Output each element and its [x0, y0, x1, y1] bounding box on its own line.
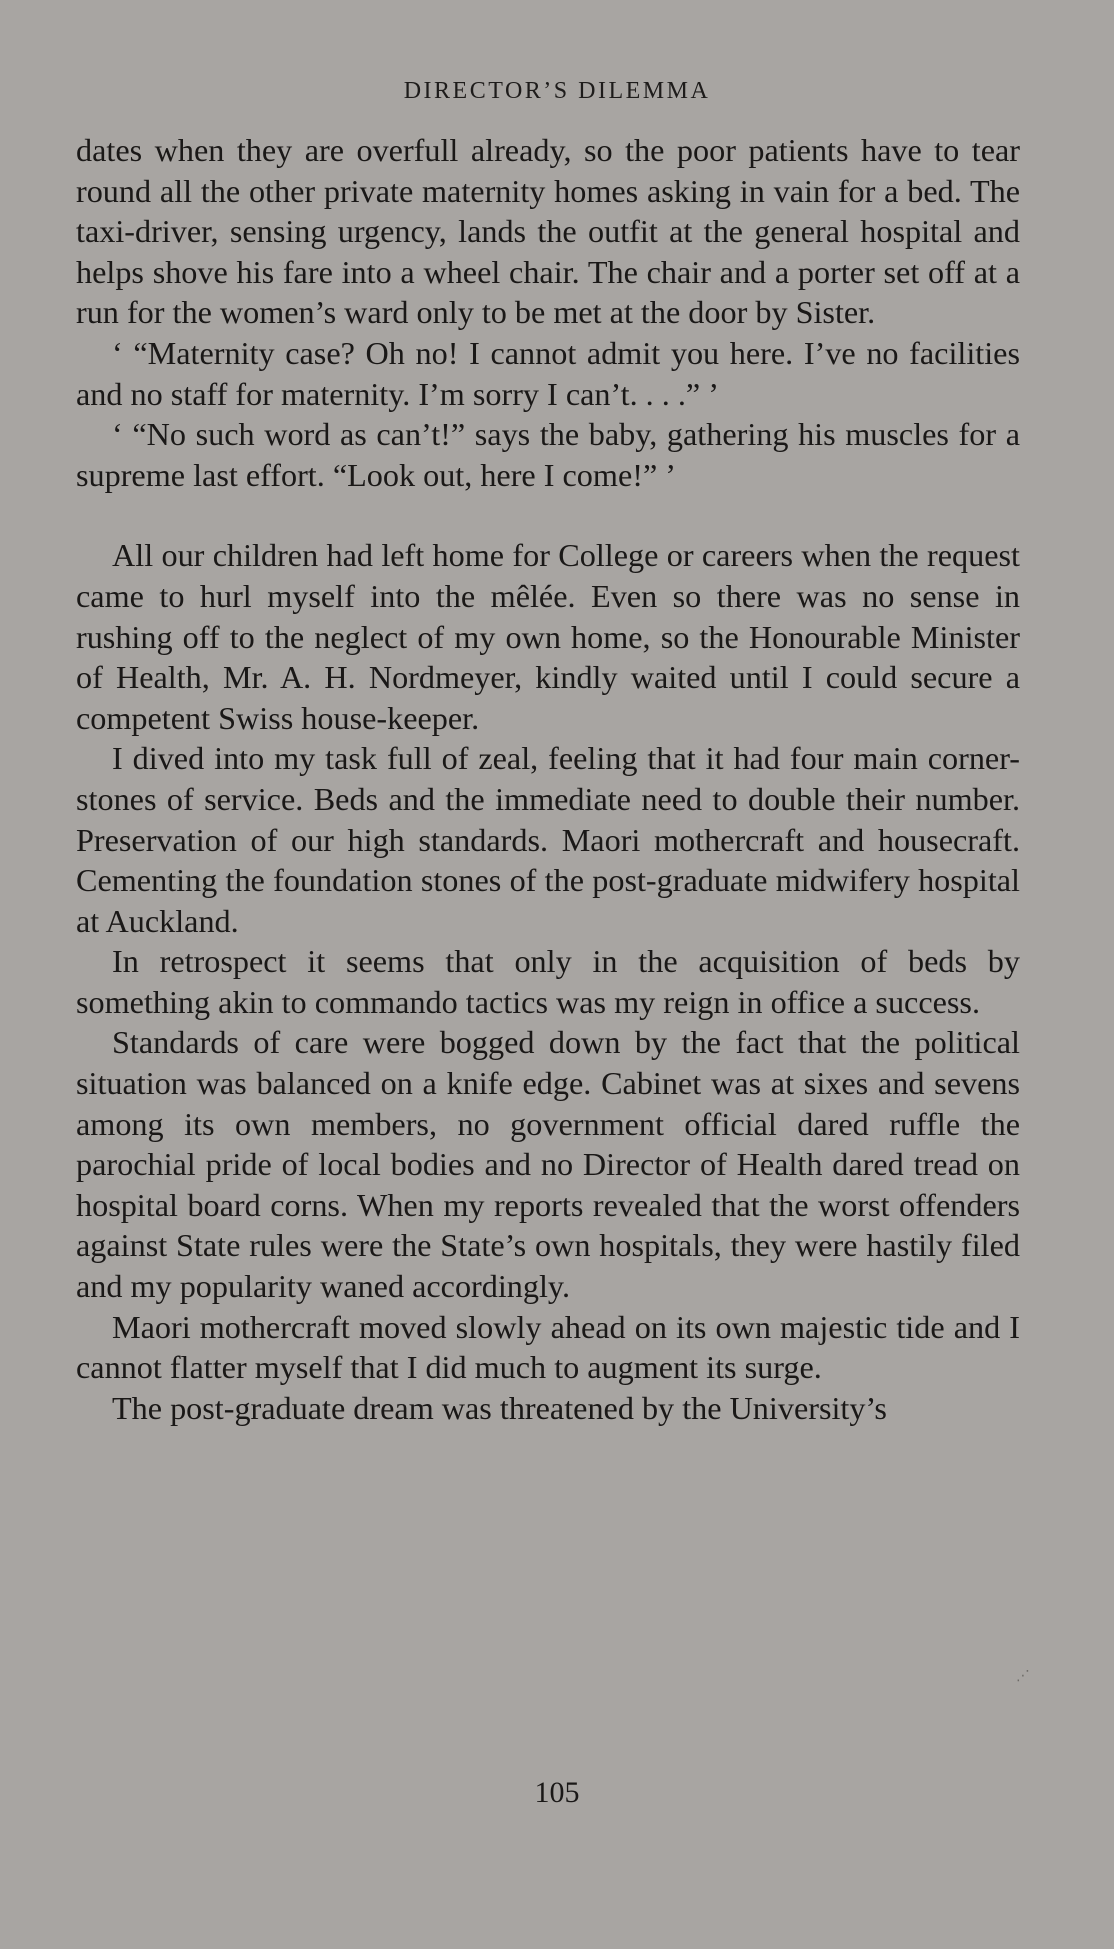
page-number: 105 — [534, 1776, 580, 1809]
paragraph-children-left-home: All our children had left home for College or careers when the request came to hurl myself into the mêlée. Even so there was no sense in rushing off to the neglect of my own home, so the Honourable Minister of Health, Mr. A. H. Nordmeyer, kindly waited until I could secure a competent Swiss house-keeper. — [76, 537, 1020, 736]
paragraph-baby-quote: ‘ “No such word as can’t!” says the baby, gathering his muscles for a supreme last effort. “Look out, here I come!” ’ — [76, 416, 1020, 493]
paragraph-post-graduate-dream: The post-graduate dream was threatened by the University’s — [112, 1389, 887, 1426]
paper-speck: ⋰ — [1016, 1668, 1030, 1684]
paragraph-maori-mothercraft: Maori mothercraft moved slowly ahead on its own majestic tide and I cannot flatter myself that I did much to augment its surge. — [76, 1308, 1020, 1386]
paragraph-dived-into-task: I dived into my task full of zeal, feeling that it had four main corner-stones of service. Beds and the immediate need to double their number. Preservation of our high standards. Maori mothercraft and housecraft. Cementing the foundation stones of the post-graduate midwifery hospital at Auckland. — [76, 740, 1020, 939]
paragraph-continued: dates when they are overfull already, so the poor patients have to tear round all the other private maternity homes asking in vain for a bed. The taxi-driver, sensing urgency, lands the outfit at the general hospital and helps shove his fare into a wheel chair. The chair and a porter set off at a run for the women’s ward only to be met at the door by Sister. — [76, 132, 1020, 331]
body-text — [76, 130, 1020, 1428]
paragraph-standards-of-care: Standards of care were bogged down by the fact that the political situation was balanced on a knife edge. Cabinet was at sixes and sevens among its own members, no government official dared ruffle the parochial pride of local bodies and no Director of Health dared tread on hospital board corns. When my reports revealed that the worst offenders against State rules were the State’s own hospitals, they were hastily filed and my popularity waned accordingly. — [76, 1024, 1020, 1305]
paragraph-sister-quote: ‘ “Maternity case? Oh no! I cannot admit you here. I’ve no facilities and no staff for maternity. I’m sorry I can’t. . . .” ’ — [76, 334, 1020, 412]
paragraph-retrospect: In retrospect it seems that only in the acquisition of beds by something akin to commando tactics was my reign in office a success. — [76, 943, 1020, 1020]
running-head: DIRECTOR’S DILEMMA — [403, 78, 711, 104]
